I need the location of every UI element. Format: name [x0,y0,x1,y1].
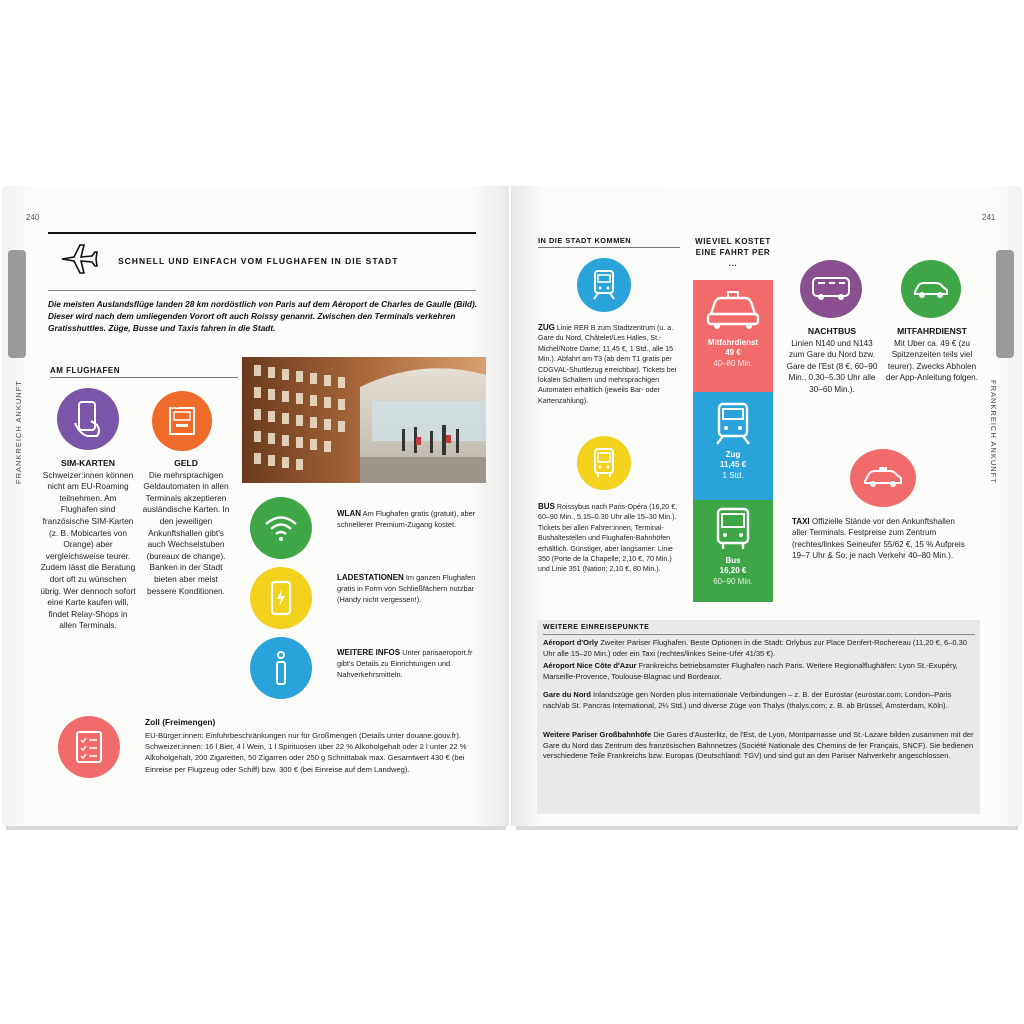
wlan-body: Am Flughafen gratis (gratuit), aber schnellerer Premium-Zugang kostet. [337,509,476,529]
cost-time-1: 1 Std. [722,470,744,480]
intro-text: Die meisten Auslandsflüge landen 28 km nordöstlich von Paris auf dem Aéroport de Charles de Gaulle (Bild). Dieser wird nach dem umliegenden Vorort oft auch Roissy genannt. Zwischen den Terminals verkehren Gratisshuttles. Züge, Busse und Taxis fahren in die Stadt. [48,299,478,333]
section-heading-city: IN DIE STADT KOMMEN [538,236,632,245]
cost-time-2: 60–90 Min. [713,576,753,586]
wlan-text [337,509,483,531]
entry-grossbahnhoefe [543,730,975,762]
taxi-car-icon [850,449,916,507]
cost-name-0: Mitfahrdienst [707,337,759,347]
further-entry-divider [543,634,975,635]
cost-header: WIEVIEL KOSTET EINE FAHRT PER ... [695,237,771,268]
page-edge-right [516,826,1018,830]
wlan-title: WLAN [337,509,361,518]
geld-text [139,458,233,597]
cost-train-icon [711,400,755,446]
chapter-tab-left [8,250,26,358]
page-number-right: 241 [982,213,996,222]
cost-price-1: 11,45 € [719,460,747,469]
lade-title: LADESTATIONEN [337,573,404,582]
cost-box-bus [693,500,773,602]
bus-body: Roissybus nach Paris-Opéra (16,20 €, 60–90 Min., 5.15–0.30 Uhr alle 15–30 Min.). Tickets bei allen Fahrer:innen, Terminal-Bushaltestellen und Flughafen-Bahnhöfen erhältlich. Günstiger, aber langsamer: Linie 350 (Porte de la Chapelle; 2,10 €, 70 Min.) und Linie 351 (Nation; 2,10 €, 80 Min.). [538,503,678,574]
cost-price-0: 49 € [725,348,741,357]
train-icon [577,258,631,312]
sim-body: Schweizer:innen können nicht am EU-Roaming teilnehmen. Am Flughafen sind französische SIM-Karten (z. B. Mobicartes von Orange) aber vergleichsweise teurer. Zudem lässt die Beratung dort oft zu wünschen übrig. Wer dennoch sofort eine Karte kaufen will, findet Relay-Shops in allen Terminals. [40,469,136,631]
lade-body: Im ganzen Flughafen gratis in Form von Schließfächern nutzbar (Handy nicht vergessen!). [337,573,476,604]
nachtbus-title: NACHTBUS [807,326,857,336]
entry-nice [543,661,975,682]
checklist-icon [58,716,120,778]
entry-gb-body: Die Gares d'Austerlitz, de l'Est, de Lyon, Montparnasse und St.-Lazare bilden zusammen mit der Gare du Nord das Zentrum des französischen Bahnnetzes (Société Nationale des Chemins de fer Français, SNCF). Sie bedienen verschiedene Teile Frankreichs bzw. Europas (Deutschland: TGV) und sind gut an den Pariser Nahverkehr angeschlossen. [543,730,974,761]
entry-nice-title: Aéroport Nice Côte d'Azur [543,661,637,670]
night-bus-icon [800,260,862,318]
cost-box-mitfahrdienst [693,280,773,392]
zoll-body: EU-Bürger:innen: Einfuhrbeschränkungen nur für Großmengen (Details unter douane.gouv.fr). Schweizer:innen: 16 l Bier, 4 l Wein, 1 l Spirituosen über 22 % Alkoholgehalt oder 2 l unter 22 % Alkoholgehalt, 200 Zigaretten, 50 Zigarren oder 250 g Schnittabak max. Gesamtwert 430 € (bei Einreise per Flugzeug oder Schiff) bzw. 300 € (bei Einreise auf dem Landweg). [145,731,467,774]
charging-phone-icon [250,567,312,629]
bus-text [538,502,684,575]
infos-body: Unter parisaeroport.fr gibt's Details zu Einrichtungen und Nahverkehrsmitteln. [337,648,473,679]
page-number-left: 240 [26,213,40,222]
cost-time-0: 40–80 Min. [713,358,753,368]
atm-icon-text: ATM [171,404,180,409]
car-icon [901,260,961,318]
entry-nice-body: Frankreichs betriebsamster Flughafen nach Paris. Weitere Regionalflughäfen: Lyon St.-Exupéry, Marseille-Provence, Toulouse-Blagnac und Bordeaux. [543,661,958,681]
entry-orly-title: Aéroport d'Orly [543,638,599,647]
entry-gdn-title: Gare du Nord [543,690,591,699]
sim-card-text [40,458,136,632]
cost-price-2: 16,20 € [719,566,747,575]
divider [50,377,238,378]
taxi-icon [703,290,763,330]
entry-orly [543,638,975,659]
cost-box-zug [693,392,773,500]
entry-gb-title: Weitere Pariser Großbahnhöfe [543,730,652,739]
entry-orly-body: Zweiter Pariser Flughafen. Beste Optionen in die Stadt: Orlybus zur Place Denfert-Rochereau (11,20 €, 6–0.30 Uhr alle 15–20 Min.) oder ein Taxi (rechtes/linkes Seine-Ufer 41/35 €). [543,638,967,658]
nachtbus-body: Linien N140 und N143 zum Gare du Nord bzw. Gare de l'Est (8 €, 60–90 Min., 0.30–5.30 Uhr alle 30–60 Min.). [786,338,878,394]
mitfahr-text [884,326,980,384]
zug-title: ZUG [538,323,555,332]
taxi-title: TAXI [792,517,810,526]
info-icon [250,637,312,699]
atm-icon [152,391,212,451]
sim-title: SIM-KARTEN [61,458,115,468]
geld-body: Die mehrsprachigen Geldautomaten in allen Terminals akzeptieren ausländische Karten. In den jeweiligen Ankunftshallen gibt's auch Wechselstuben (bureaux de change). Banken in der Stadt bieten aber meist bessere Konditionen. [142,469,230,596]
section-title: SCHNELL UND EINFACH VOM FLUGHAFEN IN DIE STADT [118,256,399,266]
cost-column [693,236,773,586]
further-entry-heading: WEITERE EINREISEPUNKTE [543,624,650,631]
chapter-tab-right [996,250,1014,358]
entry-gdn-body: Inlandszüge gen Norden plus internationale Verbindungen – z. B. der Eurostar (eurostar.com; London–Paris nach/ab St. Pancras International, 2¼ Std.) und diverse Züge von Thalys (thalys.com; z. B. ab Brüssel, Amsterdam, Köln). [543,690,952,710]
phone-icon [57,388,119,450]
section-heading-airport: AM FLUGHAFEN [50,366,120,375]
side-label-left: FRANKREICH ANKUNFT [14,380,23,484]
taxi-body: Offizielle Stände vor den Ankunftshallen aller Terminals. Festpreise zum Zentrum (rechtes/linkes Seineufer 55/62 €, 15 % Aufpreis 19–7 Uhr & So; je nach Verkehr 40–80 Min.). [792,517,965,561]
side-label-right: FRANKREICH ANKUNFT [989,380,998,484]
cost-bus-icon [713,506,753,552]
page-edge-left [6,826,506,830]
zoll-title: Zoll (Freimengen) [145,717,216,727]
zug-body: Linie RER B zum Stadtzentrum (u. a. Gare du Nord, Châtelet/Les Halles, St.-Michel/Notre Dame; 11,45 €, 1 Std., alle 15 Min.). Abfahrt am T3 (ab dem T1 gratis per CDGVAL-Shuttlezug erreichbar). Tickets bei lokalen Schaltern und mehrsprachigen Automaten erhältlich (jeweils Bar- oder Kartenzahlung). [538,324,677,405]
lade-text [337,573,483,605]
entry-gare-du-nord [543,690,975,711]
taxi-text [792,516,972,562]
infos-text [337,648,483,680]
airplane-icon [60,243,98,280]
geld-title: GELD [174,458,198,468]
wifi-icon [250,497,312,559]
divider-right [538,247,680,248]
bus-icon [577,436,631,490]
infos-title: WEITERE INFOS [337,648,401,657]
zug-text [538,323,684,406]
bus-title: BUS [538,502,555,511]
nachtbus-text [786,326,878,396]
airport-photo [242,357,486,483]
mitfahr-title: MITFAHRDIENST [897,326,967,336]
mitfahr-body: Mit Uber ca. 49 € (zu Spitzenzeiten teils viel teurer). Zwecks Abholen der App-Anleitung folgen. [886,338,978,383]
cost-name-2: Bus [725,555,741,565]
cost-name-1: Zug [725,449,741,459]
